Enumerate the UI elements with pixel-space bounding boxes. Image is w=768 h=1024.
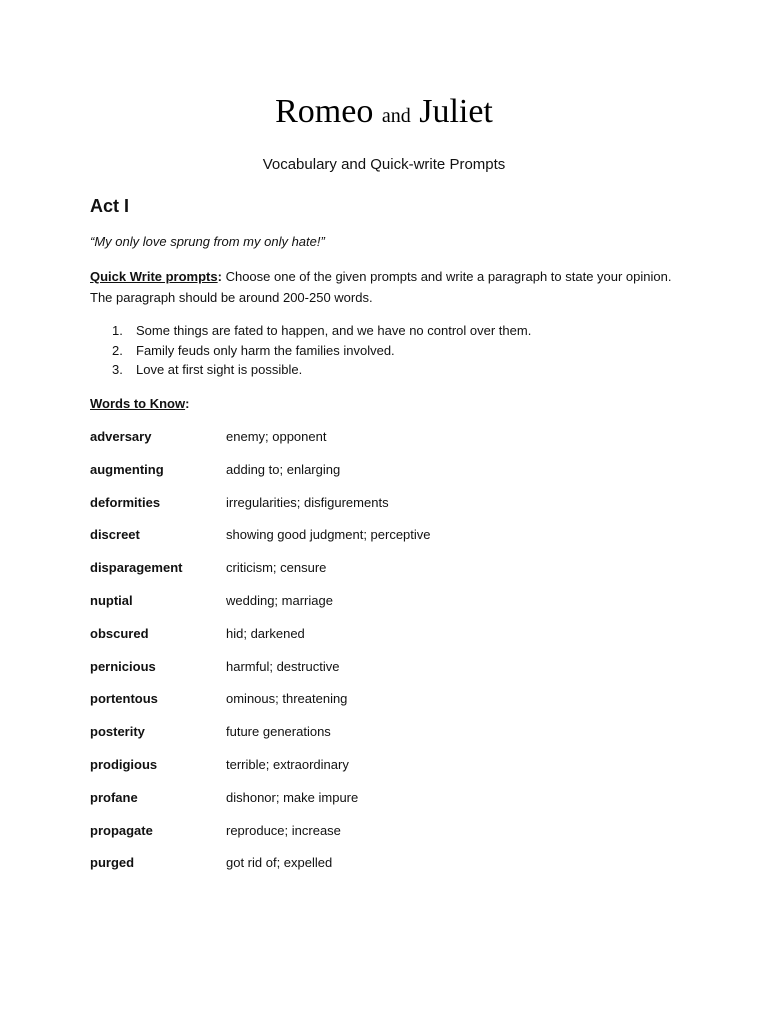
vocab-word: propagate [90,822,153,838]
vocab-definition: got rid of; expelled [226,855,333,871]
vocab-row [90,854,650,887]
title-and: and [381,105,411,127]
vocab-word: purged [90,855,135,871]
words-to-know-label: Words to Know [90,396,186,411]
vocab-row [90,494,650,527]
vocab-word: posterity [90,724,145,740]
vocab-word: adversary [90,429,152,444]
document-title [0,92,768,136]
vocab-definition: enemy; opponent [226,429,327,444]
vocab-definition: dishonor; make impure [226,789,359,805]
prompt-number: 3. [112,362,123,377]
vocab-word: deformities [90,494,161,510]
prompt-item [112,360,531,380]
vocab-row [90,526,650,559]
vocab-definition: harmful; destructive [226,658,340,674]
vocab-word: profane [90,789,138,805]
vocab-row [90,461,650,494]
prompt-item [112,341,531,361]
vocab-word: disparagement [90,560,183,576]
prompt-text: Love at first sight is possible. [136,362,303,377]
vocab-row [90,723,650,756]
prompt-number: 2. [112,342,123,358]
vocab-word: obscured [90,625,149,641]
prompt-list [112,321,531,380]
vocab-definition: hid; darkened [226,625,305,641]
quick-write-text: Choose one of the given prompts and write a paragraph to state your opinion. The paragraph should be around 200-250 words. [90,269,672,305]
act-quote: “My only love sprung from my only hate!” [90,234,325,249]
prompt-text: Some things are fated to happen, and we have no control over them. [136,323,532,338]
vocab-row [90,625,650,658]
vocab-definition: showing good judgment; perceptive [226,527,431,543]
vocab-definition: adding to; enlarging [226,461,341,477]
act-heading: Act I [90,196,130,216]
vocab-definition: wedding; marriage [226,592,333,608]
prompt-number: 1. [112,323,123,338]
vocabulary-list [90,428,650,887]
vocab-word: pernicious [90,658,156,674]
vocab-word: augmenting [90,461,164,477]
vocab-row [90,559,650,592]
prompt-item [112,321,531,341]
vocab-row [90,756,650,789]
vocab-word: portentous [90,691,158,707]
title-juliet: Juliet [419,93,493,130]
prompt-text: Family feuds only harm the families involved. [136,342,395,358]
title-romeo: Romeo [275,93,374,130]
vocab-word: nuptial [90,592,133,608]
vocab-row [90,822,650,855]
vocab-row [90,690,650,723]
vocab-row [90,428,650,461]
vocab-word: prodigious [90,756,158,772]
vocab-definition: irregularities; disfigurements [226,494,389,510]
vocab-word: discreet [90,527,140,543]
document-subtitle: Vocabulary and Quick-write Prompts [262,156,506,173]
vocab-definition: ominous; threatening [226,691,348,707]
vocab-definition: terrible; extraordinary [226,756,349,772]
words-to-know-heading [90,395,189,413]
vocab-row [90,789,650,822]
vocab-definition: reproduce; increase [226,822,341,838]
vocab-row [90,592,650,625]
quick-write-label: Quick Write prompts [90,269,218,284]
words-to-know-colon: : [185,396,190,411]
vocab-row [90,658,650,691]
vocab-definition: criticism; censure [226,560,327,576]
vocab-definition: future generations [226,724,331,740]
quick-write-colon: : [217,269,222,284]
quick-write-paragraph [90,266,690,308]
